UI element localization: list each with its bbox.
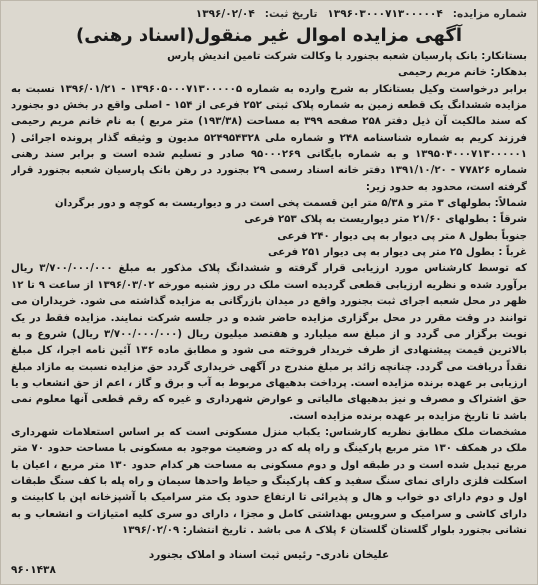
creditor-line: بستانکار: بانک پارسیان شعبه بجنورد با وکالت شرکت تامین اندیش پارس xyxy=(167,51,527,62)
auction-number: ۱۳۹۶۰۳۰۰۰۷۱۳۰۰۰۰۰۴ xyxy=(327,8,443,20)
expert-opinion: مشخصات ملک مطابق نظریه کارشناس: یکباب منزل مسکونی است که بر اساس استعلامات شهرداری ملک در همکف ۱۳۰ متر مربع پارکینگ و راه پله که در وضعیت موجود به مسکونی با مساحت حدود ۷۰ متر مربع تبدیل شده است و در طبقه اول و دوم مسکونی به مساحت هر کدام حدود ۱۳۰ متر مربع ، اعیان با اسکلت فلزی دارای نمای سنگ سفید و کف پارکینگ و حیاط واحدها سیمان و راه پله با کف سنگ طبقات اول و دوم دارای دو خواب و هال و پذیرائی تا ارتفاع حدود یک متر سرامیک با آشپزخانه اپن با کابینت و دارای کاشی و سرامیک و سرویس بهداشتی کامل و مجزا ، دارای دو سری کلیه امتیازات و انشعاب و به نشانی بجنورد بلوار گلستان گلستان ۶ پلاک ۸ می باشد . تاریخ انتشار: ۱۳۹۶/۰۲/۰۹ xyxy=(11,426,527,536)
signature: علیخان نادری- رئیس ثبت اسناد و املاک بجنورد xyxy=(148,549,390,561)
property-description: برابر درخواست وکیل بستانکار به شرح وارده به شماره ۱۳۹۶۰۵۰۰۰۷۱۳۰۰۰۰۰۵ - ۱۳۹۶/۰۱/۲۱ نسبت به مزایده ششدانگ یک قطعه زمین به شماره پلاک ثبتی ۲۵۲ فرعی از ۱۵۴ - اصلی واقع در بخش دو بجنورد که سند مالکیت آن ذیل دفتر ۲۵۸ صفحه ۳۹۹ به مساحت (۱۹۳/۳۸) متر مربع ) به نام خانم مریم رحیمی فرزند کریم به شماره شناسنامه ۲۴۸ و شماره ملی ۵۲۴۹۵۴۳۲۸ مدیون و وثیقه گذار پرونده اجرائی ( ۱۳۹۵۰۴۰۰۰۷۱۳۰۰۰۰۰۱ و به شماره بایگانی ۹۵۰۰۰۲۶۹ صادر و تسلیم شده است و برابر سند رهنی شماره ۷۷۸۲۶ - ۱۳۹۱/۱۰/۲۰ دفتر خانه اسناد رسمی ۲۹ بجنورد در رهن بانک پارسیان شعبه بجنورد قرار گرفته است، محدود به حدود زیر: xyxy=(11,83,527,193)
boundary-west: غرباً : بطول ۲۵ متر پی دیوار به پی دیوار ۲۵۱ فرعی xyxy=(267,247,527,259)
registration-date-label: تاریخ ثبت: xyxy=(264,8,318,20)
ad-code: ۹۶۰۱۴۳۸ xyxy=(11,564,56,576)
ad-title: آگهی مزایده اموال غیر منقول(اسناد رهنی) xyxy=(75,25,462,46)
boundary-east: شرقاً : بطولهای ۲۱/۶۰ متر دیواریست به پلاک ۲۵۳ فرعی xyxy=(244,214,527,226)
auction-terms: که توسط کارشناس مورد ارزیابی قرار گرفته و ششدانگ پلاک مذکور به مبلغ ۳/۷۰۰/۰۰۰/۰۰۰ ریال برآورد شده و نظریه ارزیابی قطعی گردیده است ملک در روز شنبه مورخه ۱۳۹۶/۰۳/۰۲ از ساعت ۹ تا ۱۲ ظهر در محل شعبه اجرای ثبت بجنورد واقع در میدان بازرگانی به مزایده گذاشته می شود. خریداران می توانند در وقت مقرر در محل برگزاری مزایده حاضر شده و در جلسه شرکت نمایند. مزایده فقط در یک نوبت برگزار می گردد و از مبلغ سه میلیارد و هفتصد میلیون ریال (۳/۷۰۰/۰۰۰/۰۰۰ ریال) شروع و به بالاترین قیمت پیشنهادی از طرف خریدار فروخته می شود و مطابق ماده ۱۳۶ آئین نامه اجرا، کل مبلغ نقداً دریافت می گردد. چنانچه زائد بر مبلغ مندرج در آگهی خریداری گردد حق مزایده نسبت به مازاد مبلغ ارزیابی بر عهده برنده مزایده است. پرداخت بدهیهای مربوط به آب و برق و گاز ، اعم از حق انشعاب و یا حق اشتراک و مصرف و نیز بدهیهای مالیاتی و عوارض شهرداری و غیره که رقم قطعی آنها معلوم نمی باشد تا تاریخ مزایده بر عهده برنده مزایده است. xyxy=(11,263,527,422)
auction-number-label: شماره مزایده: xyxy=(452,8,527,20)
boundary-north: شمالاً: بطولهای ۳ متر و ۵/۳۸ متر این قسمت پخی است در و دیواریست به کوچه و دور برگردان xyxy=(54,198,527,210)
debtor-line: بدهکار: خانم مریم رحیمی xyxy=(397,67,527,79)
registration-date: ۱۳۹۶/۰۲/۰۴ xyxy=(195,8,255,20)
ad-header xyxy=(11,3,527,25)
boundary-south: جنوباً بطول ۸ متر پی دیوار به پی دیوار ۲۴۰ فرعی xyxy=(277,230,527,242)
ad-body xyxy=(11,49,527,546)
ad-footer xyxy=(11,548,527,578)
